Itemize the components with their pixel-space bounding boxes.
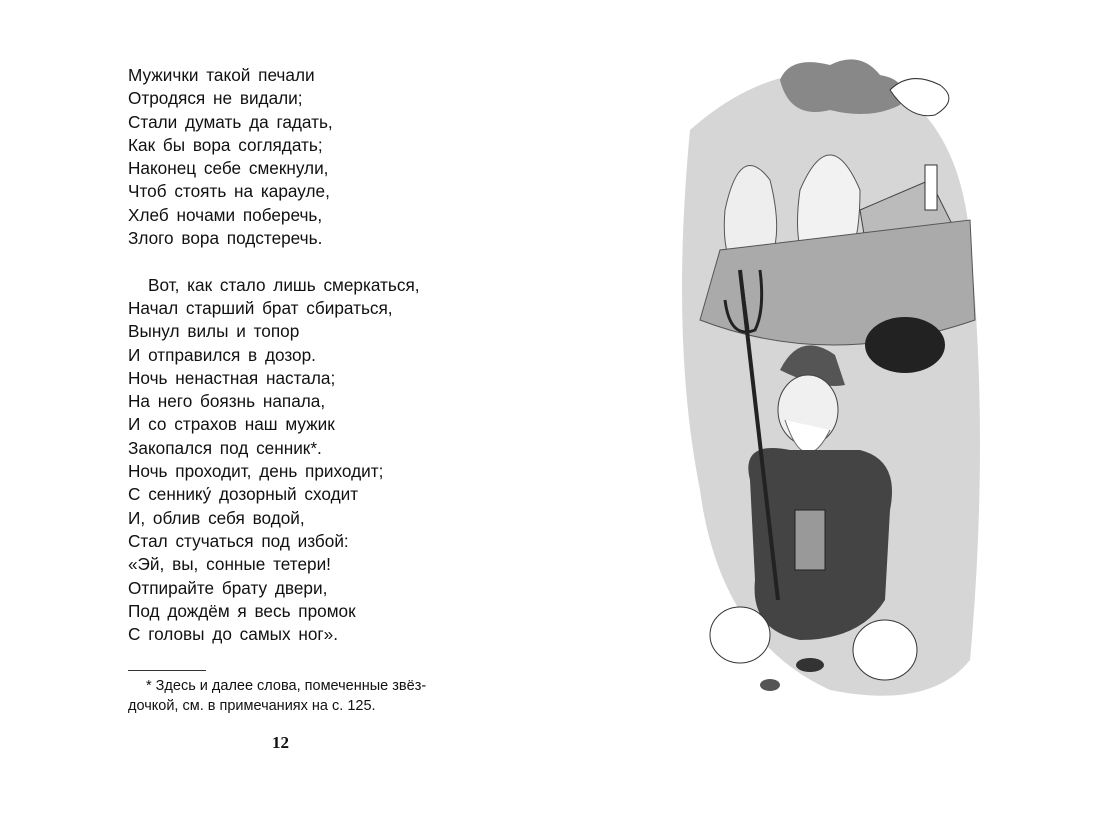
poem-line: С головы до самых ног». [128,624,339,645]
poem-line: «Эй, вы, сонные тетери! [128,554,331,575]
footnote-line-1: * Здесь и далее слова, помеченные звёз- [146,678,427,694]
poem-line: И, облив себя водой, [128,507,305,528]
poem-line: Ночь ненастная настала; [128,367,336,388]
poem-line: Отпирайте брату двери, [128,577,328,598]
footnote [128,676,488,716]
poem-line: Вынул вилы и топор [128,321,300,342]
poem-line: Мужички такой печали [128,65,315,85]
poem-line: Начал старший брат сбираться, [128,297,393,318]
stanza-1 [128,64,420,250]
poem-line: Ночь проходит, день приходит; [128,461,384,482]
poem-line: Стал стучаться под избой: [128,530,349,551]
poem-line: Под дождём я весь промок [128,600,356,621]
poem-line: Наконец себе смекнули, [128,158,329,179]
poem-line: И отправился в дозор. [128,344,316,365]
poem-line: С сеннику́ дозорный сходит [128,484,359,505]
poem-line: Стали думать да гадать, [128,111,333,132]
poem-line: Хлеб ночами поберечь, [128,204,323,225]
poem-line: Вот, как стало лишь смеркаться, [148,274,420,295]
footnote-divider [128,670,206,671]
poem-line: И со страхов наш мужик [128,414,335,435]
stanza-2 [128,274,420,647]
page-number: 12 [272,733,289,752]
poem-line: На него боязнь напала, [128,391,326,412]
poem-line: Злого вора подстеречь. [128,228,323,249]
poem-line: Закопался под сенник*. [128,437,322,458]
poem-text [128,64,420,670]
poem-line: Как бы вора соглядать; [128,134,323,155]
illustration-peasant-with-pitchfork [630,40,1000,710]
poem-line: Отродяся не видали; [128,88,303,109]
footnote-line-2: дочкой, см. в примечаниях на с. 125. [128,698,376,714]
poem-line: Чтоб стоять на карауле, [128,181,330,202]
